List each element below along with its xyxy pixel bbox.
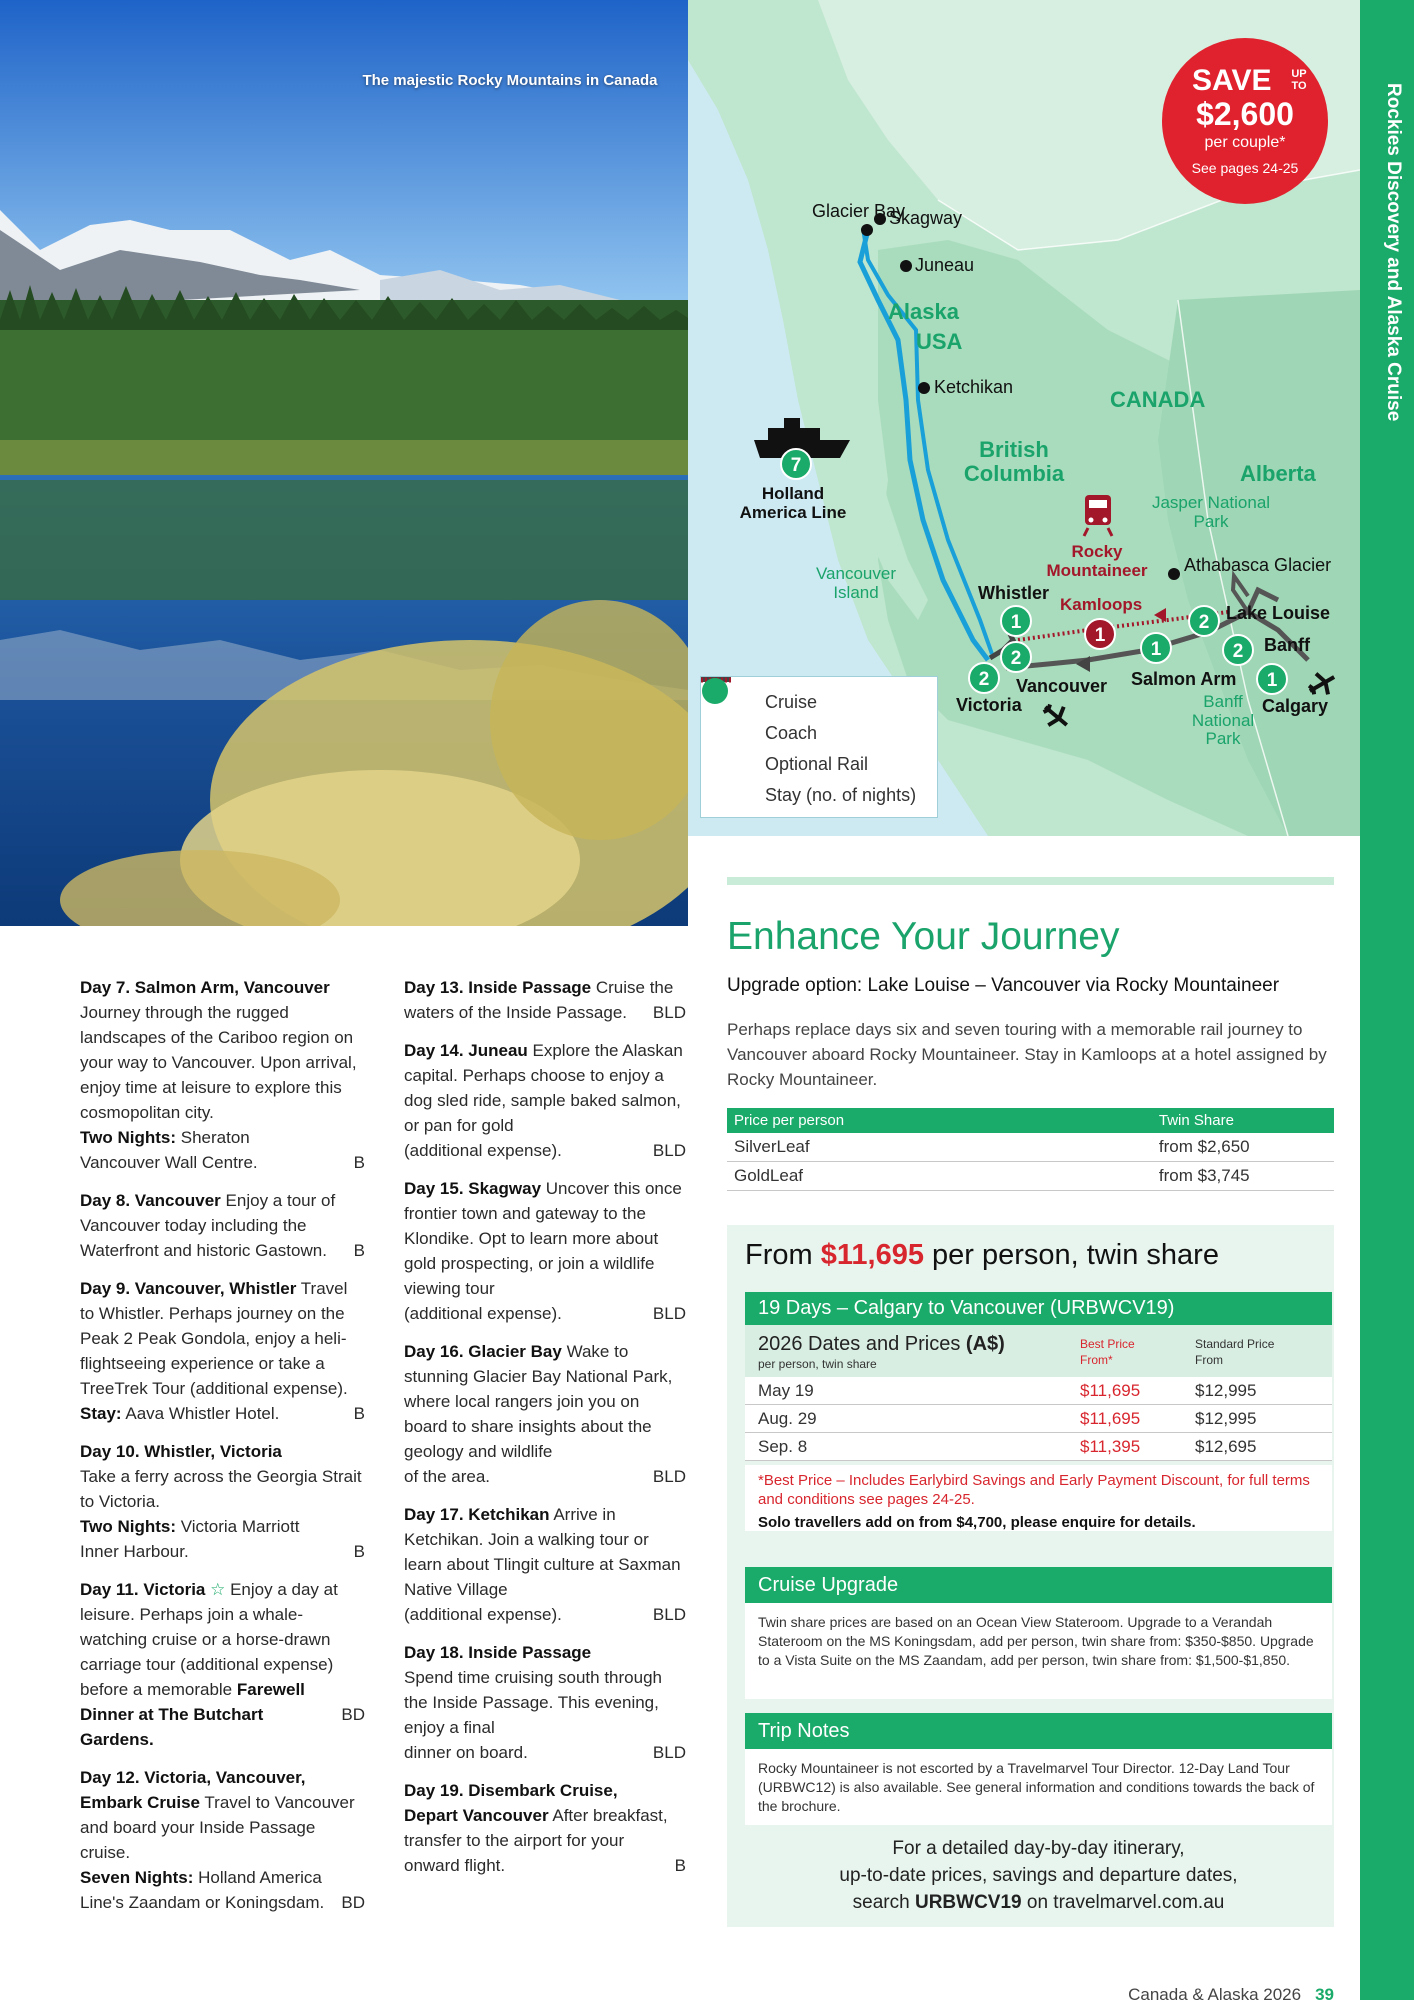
label-victoria: Victoria (956, 695, 1022, 715)
table-header (727, 1108, 1334, 1133)
cruise-upgrade-bar: Cruise Upgrade (745, 1567, 1332, 1603)
stay-ship: 7 (780, 448, 812, 480)
search-note-line1: For a detailed day-by-day itinerary, (892, 1838, 1185, 1859)
day-16-text: Wake to stunning Glacier Bay National Park, where local rangers join you on board to share insights about the geology and wildlife (404, 1342, 673, 1461)
label-whistler: Whistler (978, 583, 1050, 603)
search-note-line2: up-to-date prices, savings and departure dates, (839, 1865, 1238, 1886)
solo-note: Solo travellers add on from $4,700, please enquire for details. (758, 1514, 1196, 1531)
day-13-meals: BLD (652, 1003, 686, 1022)
day-12-meals: BD (341, 1893, 365, 1912)
day-11-bold2: Dinner at The Butchart Gardens. (80, 1705, 264, 1749)
from-suffix: per person, twin share (932, 1239, 1219, 1271)
day-7-stay-label: Two Nights: (80, 1128, 176, 1147)
best-price-header-2: From* (1080, 1352, 1113, 1367)
day-9-text: Travel to Whistler. Perhaps journey on the Peak 2 Peak Gondola, enjoy a heli-flightseeing experience or take a TreeTrek Tour (additional expense). (80, 1279, 348, 1398)
save-see-pages: See pages 24-25 (1191, 160, 1299, 176)
map-legend (700, 676, 938, 818)
day-14-meals: BLD (652, 1141, 686, 1160)
day-8-title: Day 8. Vancouver (80, 1191, 221, 1210)
cruise-upgrade-text: Twin share prices are based on an Ocean View Stateroom. Upgrade to a Verandah Stateroom on the MS Koningsdam, add per person, twin share from: $350-$850. Upgrade to a Vista Suite on the MS Zaandam, add per person, twin share from: $1,500-$1,850. (758, 1614, 1314, 1668)
day-10 (80, 1439, 365, 1564)
day-17 (404, 1502, 686, 1627)
label-skagway: Skagway (889, 208, 963, 228)
day-13-text2: waters of the Inside Passage. (404, 1003, 628, 1022)
row-silverleaf-label: SilverLeaf (727, 1133, 1152, 1162)
row-standard-price: $12,695 (1195, 1437, 1257, 1456)
day-11-bold: Farewell (236, 1680, 305, 1699)
search-word: search (852, 1892, 910, 1913)
day-12-title: Day 12. Victoria, Vancouver, (80, 1768, 306, 1787)
legend-rail-label: Optional Rail (765, 754, 869, 774)
day-17-last: (additional expense). (404, 1605, 562, 1624)
page-footer (1128, 1985, 1334, 2000)
standard-price-header (1195, 1337, 1274, 1368)
rocky-mountains-photo (0, 0, 688, 926)
day-17-text: Arrive in Ketchikan. Join a walking tour or learn about Tlingit culture at Saxman Native Village (404, 1505, 681, 1599)
day-9-title: Day 9. Vancouver, Whistler (80, 1279, 297, 1298)
trip-notes-panel (745, 1749, 1332, 1825)
day-8-text2: Waterfront and historic Gastown. (80, 1241, 327, 1260)
label-kamloops: Kamloops (1060, 595, 1143, 614)
row-goldleaf-price: from $3,745 (1152, 1162, 1334, 1191)
dates-header (745, 1325, 1332, 1377)
stay-whistler: 1 (1000, 605, 1032, 637)
day-12-stay-line1: Holland America (198, 1868, 322, 1887)
enhance-body: Perhaps replace days six and seven touring with a memorable rail journey to Vancouver aboard Rocky Mountaineer. Stay in Kamloops at a hotel assigned by Rocky Mountaineer. (727, 1020, 1327, 1089)
day-7-stay-line2: Vancouver Wall Centre. (80, 1153, 258, 1172)
legend-rail (713, 749, 925, 780)
day-9-stay: Aava Whistler Hotel. (125, 1404, 280, 1423)
day-7-text: Journey through the rugged landscapes of the Cariboo region on your way to Vancouver. Upon arrival, enjoy time at leisure to explore this cosmopolitan city. (80, 1003, 357, 1122)
row-best-price: $11,395 (1080, 1437, 1141, 1456)
row-standard-price: $12,995 (1195, 1381, 1257, 1400)
stay-banff: 2 (1222, 634, 1254, 666)
day-15 (404, 1176, 686, 1326)
standard-price-header-2: From (1195, 1352, 1223, 1367)
day-12-stay-line2: Line's Zaandam or Koningsdam. (80, 1893, 325, 1912)
label-rocky-mountaineer: Rocky Mountaineer (1046, 542, 1148, 580)
day-7-stay-line1: Sheraton (180, 1128, 250, 1147)
day-14-text: Explore the Alaskan capital. Perhaps choose to enjoy a dog sled ride, sample baked salmon, or pan for gold (404, 1041, 683, 1135)
day-12 (80, 1765, 365, 1915)
row-date: May 19 (758, 1381, 814, 1400)
best-price-note: *Best Price – Includes Earlybird Savings and Early Payment Discount, for full terms and conditions see pages 24-25. (758, 1472, 1310, 1508)
day-15-title: Day 15. Skagway (404, 1179, 542, 1198)
day-7-meals: B (353, 1153, 365, 1172)
label-alberta: Alberta (1240, 461, 1316, 486)
day-8-meals: B (353, 1241, 365, 1260)
enhance-subtitle: Upgrade option: Lake Louise – Vancouver via Rocky Mountaineer (727, 975, 1280, 996)
day-19-last: onward flight. (404, 1856, 506, 1875)
day-18-text: Spend time cruising south through the Inside Passage. This evening, enjoy a final (404, 1668, 662, 1737)
tour-code: URBWCV19 (914, 1892, 1022, 1913)
page-number: 39 (1315, 1985, 1334, 2000)
search-note (745, 1835, 1332, 1916)
legend-stay (713, 780, 925, 811)
label-salmon-arm: Salmon Arm (1131, 669, 1237, 689)
day-15-text: Uncover this once frontier town and gateway to the Klondike. Opt to learn more about gold prospecting, or join a wildlife viewing tour (404, 1179, 682, 1298)
route-map (688, 0, 1360, 836)
cruise-upgrade-panel (745, 1603, 1332, 1699)
dates-subtitle: per person, twin share (758, 1357, 877, 1371)
divider (727, 877, 1334, 885)
day-19-text: After breakfast, transfer to the airport for your (404, 1806, 668, 1850)
day-12-title2: Embark Cruise (80, 1793, 200, 1812)
dates-title-text: 2026 Dates and Prices (758, 1333, 961, 1355)
day-10-meals: B (353, 1542, 365, 1561)
table-row (727, 1162, 1334, 1191)
label-banff: Banff (1264, 635, 1310, 655)
day-18-title: Day 18. Inside Passage (404, 1643, 592, 1662)
stay-salmon-arm: 1 (1140, 632, 1172, 664)
day-11-meals: BD (341, 1705, 365, 1724)
label-glacier-bay: Glacier Bay (812, 201, 906, 221)
day-19-meals: B (674, 1856, 686, 1875)
label-lake-louise: Lake Louise (1226, 603, 1331, 623)
day-16 (404, 1339, 686, 1489)
stay-calgary: 1 (1256, 663, 1288, 695)
day-13 (404, 975, 686, 1025)
stay-vancouver: 2 (1000, 641, 1032, 673)
day-11-text: Enjoy a day at leisure. Perhaps join a whale-watching cruise or a horse-drawn carriage tour (additional expense) before a memorable (80, 1580, 338, 1699)
day-18-last: dinner on board. (404, 1743, 528, 1762)
day-11 (80, 1577, 365, 1752)
label-canada: CANADA (1110, 387, 1206, 412)
save-word: SAVE (1192, 64, 1272, 97)
day-15-last: (additional expense). (404, 1304, 562, 1323)
day-12-text: Travel to Vancouver and board your Inside Passage cruise. (80, 1793, 355, 1862)
from-prefix: From (745, 1239, 813, 1271)
label-alaska: Alaska (888, 299, 959, 324)
day-14-last: (additional expense). (404, 1141, 562, 1160)
day-11-title: Day 11. Victoria (80, 1580, 206, 1599)
row-goldleaf-label: GoldLeaf (727, 1162, 1152, 1191)
day-14 (404, 1038, 686, 1163)
day-10-stay-line1: Victoria Marriott (180, 1517, 300, 1536)
tour-bar: 19 Days – Calgary to Vancouver (URBWCV19) (745, 1292, 1332, 1325)
stay-dot-icon (701, 677, 729, 705)
save-amount: $2,600 (1196, 96, 1294, 132)
stay-kamloops: 1 (1084, 618, 1116, 650)
from-price-line (745, 1239, 1219, 1272)
day-17-title: Day 17. Ketchikan (404, 1505, 550, 1524)
day-19-title: Day 19. Disembark Cruise, (404, 1781, 618, 1800)
label-banff-park: Banff National Park (1191, 692, 1255, 749)
day-10-title: Day 10. Whistler, Victoria (80, 1442, 282, 1461)
day-17-meals: BLD (652, 1605, 686, 1624)
stay-victoria: 2 (968, 662, 1000, 694)
label-holland-america: Holland America Line (739, 484, 847, 522)
side-title: Rockies Discovery and Alaska Cruise (1383, 82, 1404, 422)
day-13-text1: Cruise the (595, 978, 674, 997)
row-date: Sep. 8 (758, 1437, 808, 1456)
day-12-stay-label: Seven Nights: (80, 1868, 194, 1887)
day-10-stay-line2: Inner Harbour. (80, 1542, 189, 1561)
save-per: per couple* (1204, 134, 1286, 151)
label-calgary: Calgary (1262, 696, 1329, 716)
day-19 (404, 1778, 686, 1878)
trip-notes-text: Rocky Mountaineer is not escorted by a Travelmarvel Tour Director. 12-Day Land Tour (URBWC12) is also available. See general information and conditions towards the back of the brochure. (758, 1760, 1315, 1814)
legend-cruise-label: Cruise (765, 692, 818, 712)
day-13-title: Day 13. Inside Passage (404, 978, 592, 997)
day-15-meals: BLD (652, 1304, 686, 1323)
from-amount: $11,695 (820, 1239, 924, 1271)
table-row (727, 1133, 1334, 1162)
itinerary-column-2 (404, 975, 686, 1891)
day-10-stay-label: Two Nights: (80, 1517, 176, 1536)
label-british-columbia: British Columbia (963, 437, 1065, 487)
dates-title (758, 1333, 1005, 1356)
day-16-meals: BLD (652, 1467, 686, 1486)
day-8-text1: Enjoy a tour of Vancouver today including the (80, 1191, 336, 1235)
row-standard-price: $12,995 (1195, 1409, 1257, 1428)
best-price-header-1: Best Price (1080, 1337, 1135, 1351)
row-best-price: $11,695 (1080, 1409, 1141, 1428)
day-18-meals: BLD (652, 1743, 686, 1762)
table-row (745, 1377, 1332, 1405)
enhance-title: Enhance Your Journey (727, 915, 1120, 958)
label-vancouver-island: Vancouver Island (815, 564, 896, 602)
header-price-per-person: Price per person (727, 1108, 1152, 1133)
day-9-stay-label: Stay: (80, 1404, 122, 1423)
table-row (745, 1405, 1332, 1433)
row-best-price: $11,695 (1080, 1381, 1141, 1400)
label-usa: USA (916, 329, 963, 354)
save-upto: UP TO (1291, 68, 1307, 93)
row-silverleaf-price: from $2,650 (1152, 1133, 1334, 1162)
day-7 (80, 975, 365, 1175)
table-row (745, 1433, 1332, 1461)
standard-price-header-1: Standard Price (1195, 1337, 1275, 1351)
day-8 (80, 1188, 365, 1263)
label-jasper-park: Jasper National Park (1151, 493, 1271, 531)
day-16-title: Day 16. Glacier Bay (404, 1342, 562, 1361)
day-14-title: Day 14. Juneau (404, 1041, 528, 1060)
legend-cruise (713, 687, 925, 718)
legend-coach-label: Coach (765, 723, 818, 743)
day-18 (404, 1640, 686, 1765)
day-9 (80, 1276, 365, 1426)
itinerary-column-1 (80, 975, 365, 1928)
label-vancouver: Vancouver (1016, 676, 1108, 696)
stay-lake-louise: 2 (1188, 605, 1220, 637)
day-16-last: of the area. (404, 1467, 491, 1486)
best-price-header (1080, 1337, 1135, 1368)
header-twin-share: Twin Share (1152, 1108, 1334, 1133)
day-9-meals: B (353, 1404, 365, 1423)
upgrade-price-table (727, 1108, 1334, 1191)
label-ketchikan: Ketchikan (934, 377, 1014, 397)
star-icon: ☆ (210, 1580, 226, 1599)
label-juneau: Juneau (915, 255, 975, 275)
price-notes (745, 1465, 1332, 1531)
save-badge (1162, 38, 1328, 204)
photo-caption: The majestic Rocky Mountains in Canada (362, 72, 658, 89)
price-box (727, 1225, 1334, 1927)
trip-notes-bar: Trip Notes (745, 1713, 1332, 1749)
enhance-section (727, 877, 1334, 1191)
row-date: Aug. 29 (758, 1409, 817, 1428)
legend-coach (713, 718, 925, 749)
website: on travelmarvel.com.au (1026, 1892, 1225, 1913)
page-section: Canada & Alaska 2026 (1128, 1985, 1302, 2000)
day-19-title2: Depart Vancouver (404, 1806, 549, 1825)
label-athabasca: Athabasca Glacier (1184, 555, 1332, 575)
dates-currency: (A$) (965, 1333, 1005, 1355)
day-7-title: Day 7. Salmon Arm, Vancouver (80, 978, 330, 997)
day-10-text: Take a ferry across the Georgia Strait to Victoria. (80, 1467, 362, 1511)
legend-stay-label: Stay (no. of nights) (765, 785, 917, 805)
